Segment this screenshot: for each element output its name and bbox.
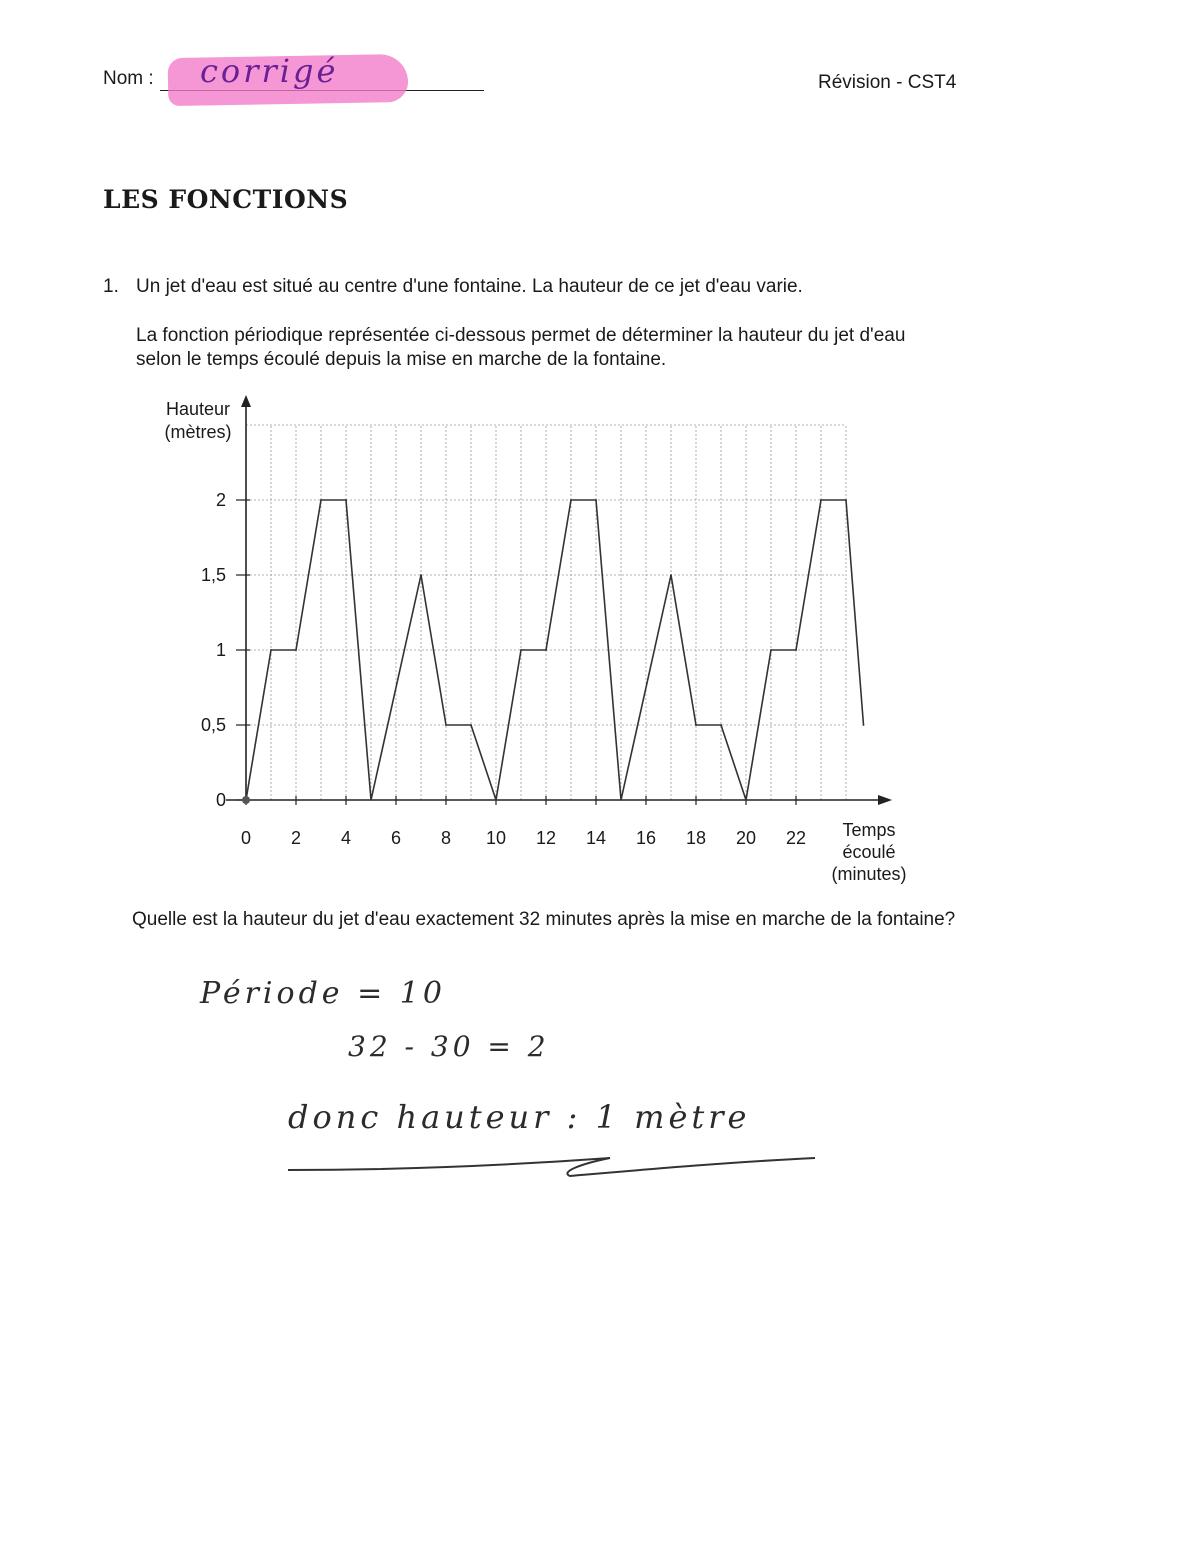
data-point <box>420 574 422 576</box>
handwritten-period: Période = 10 <box>200 976 446 1011</box>
x-tick-label: 16 <box>635 828 657 848</box>
y-tick-label: 2 <box>215 490 226 510</box>
data-point <box>270 649 272 651</box>
data-point <box>545 649 547 651</box>
data-point <box>295 649 297 651</box>
handwritten-underline <box>280 1148 840 1188</box>
nom-value: corrigé <box>200 52 339 90</box>
data-point <box>470 724 472 726</box>
data-point <box>795 649 797 651</box>
origin-point <box>242 796 250 804</box>
x-tick-label: 4 <box>340 828 352 848</box>
x-tick-label: 0 <box>240 828 252 848</box>
x-axis-arrow <box>878 795 892 805</box>
data-point <box>445 724 447 726</box>
x-tick-label: 2 <box>290 828 302 848</box>
data-point <box>520 649 522 651</box>
data-point <box>845 499 847 501</box>
x-tick-label: 8 <box>440 828 452 848</box>
x-axis-label-1: Temps <box>842 820 896 840</box>
y-axis-arrow <box>241 395 251 407</box>
y-tick-label: 0,5 <box>200 715 226 735</box>
handwritten-answer: donc hauteur : 1 mètre <box>288 1098 751 1136</box>
chart-axes <box>226 395 892 805</box>
x-tick-label: 10 <box>485 828 507 848</box>
question-paragraph: La fonction périodique représentée ci-dessous permet de déterminer la hauteur du jet d'eau selon le temps écoulé depuis la mise en marche de la fontaine. <box>136 325 906 370</box>
x-tick-label: 6 <box>390 828 402 848</box>
y-tick-label: 0 <box>215 790 226 810</box>
data-point <box>745 799 747 801</box>
nom-label: Nom : <box>103 68 154 89</box>
data-point <box>495 799 497 801</box>
y-tick-label: 1 <box>215 640 226 660</box>
chart-ticks <box>201 490 806 848</box>
x-tick-label: 14 <box>585 828 607 848</box>
data-point <box>320 499 322 501</box>
revision-label: Révision - CST4 <box>818 72 957 93</box>
y-tick-label: 1,5 <box>200 565 226 585</box>
data-point <box>670 574 672 576</box>
section-title: LES FONCTIONS <box>103 185 349 214</box>
question-number: 1. <box>103 276 119 297</box>
data-point <box>770 649 772 651</box>
x-tick-label: 22 <box>785 828 807 848</box>
y-axis-label-2: (mètres) <box>164 422 232 442</box>
x-tick-label: 18 <box>685 828 707 848</box>
handwritten-calculation: 32 - 30 = 2 <box>348 1030 550 1063</box>
question-prompt: Quelle est la hauteur du jet d'eau exactement 32 minutes après la mise en marche de la fontaine? <box>132 909 956 930</box>
x-axis-label-3: (minutes) <box>831 864 907 884</box>
x-axis-label-2: écoulé <box>842 842 896 862</box>
periodic-function-chart <box>140 385 920 890</box>
question-intro: Un jet d'eau est situé au centre d'une fontaine. La hauteur de ce jet d'eau varie. <box>136 276 803 297</box>
data-point <box>595 499 597 501</box>
data-point <box>370 799 372 801</box>
data-point <box>695 724 697 726</box>
data-point <box>570 499 572 501</box>
x-tick-label: 20 <box>735 828 757 848</box>
data-point <box>620 799 622 801</box>
y-axis-label-1: Hauteur <box>165 399 231 419</box>
data-point <box>345 499 347 501</box>
data-point <box>820 499 822 501</box>
data-point <box>863 724 865 726</box>
data-point <box>720 724 722 726</box>
x-tick-label: 12 <box>535 828 557 848</box>
